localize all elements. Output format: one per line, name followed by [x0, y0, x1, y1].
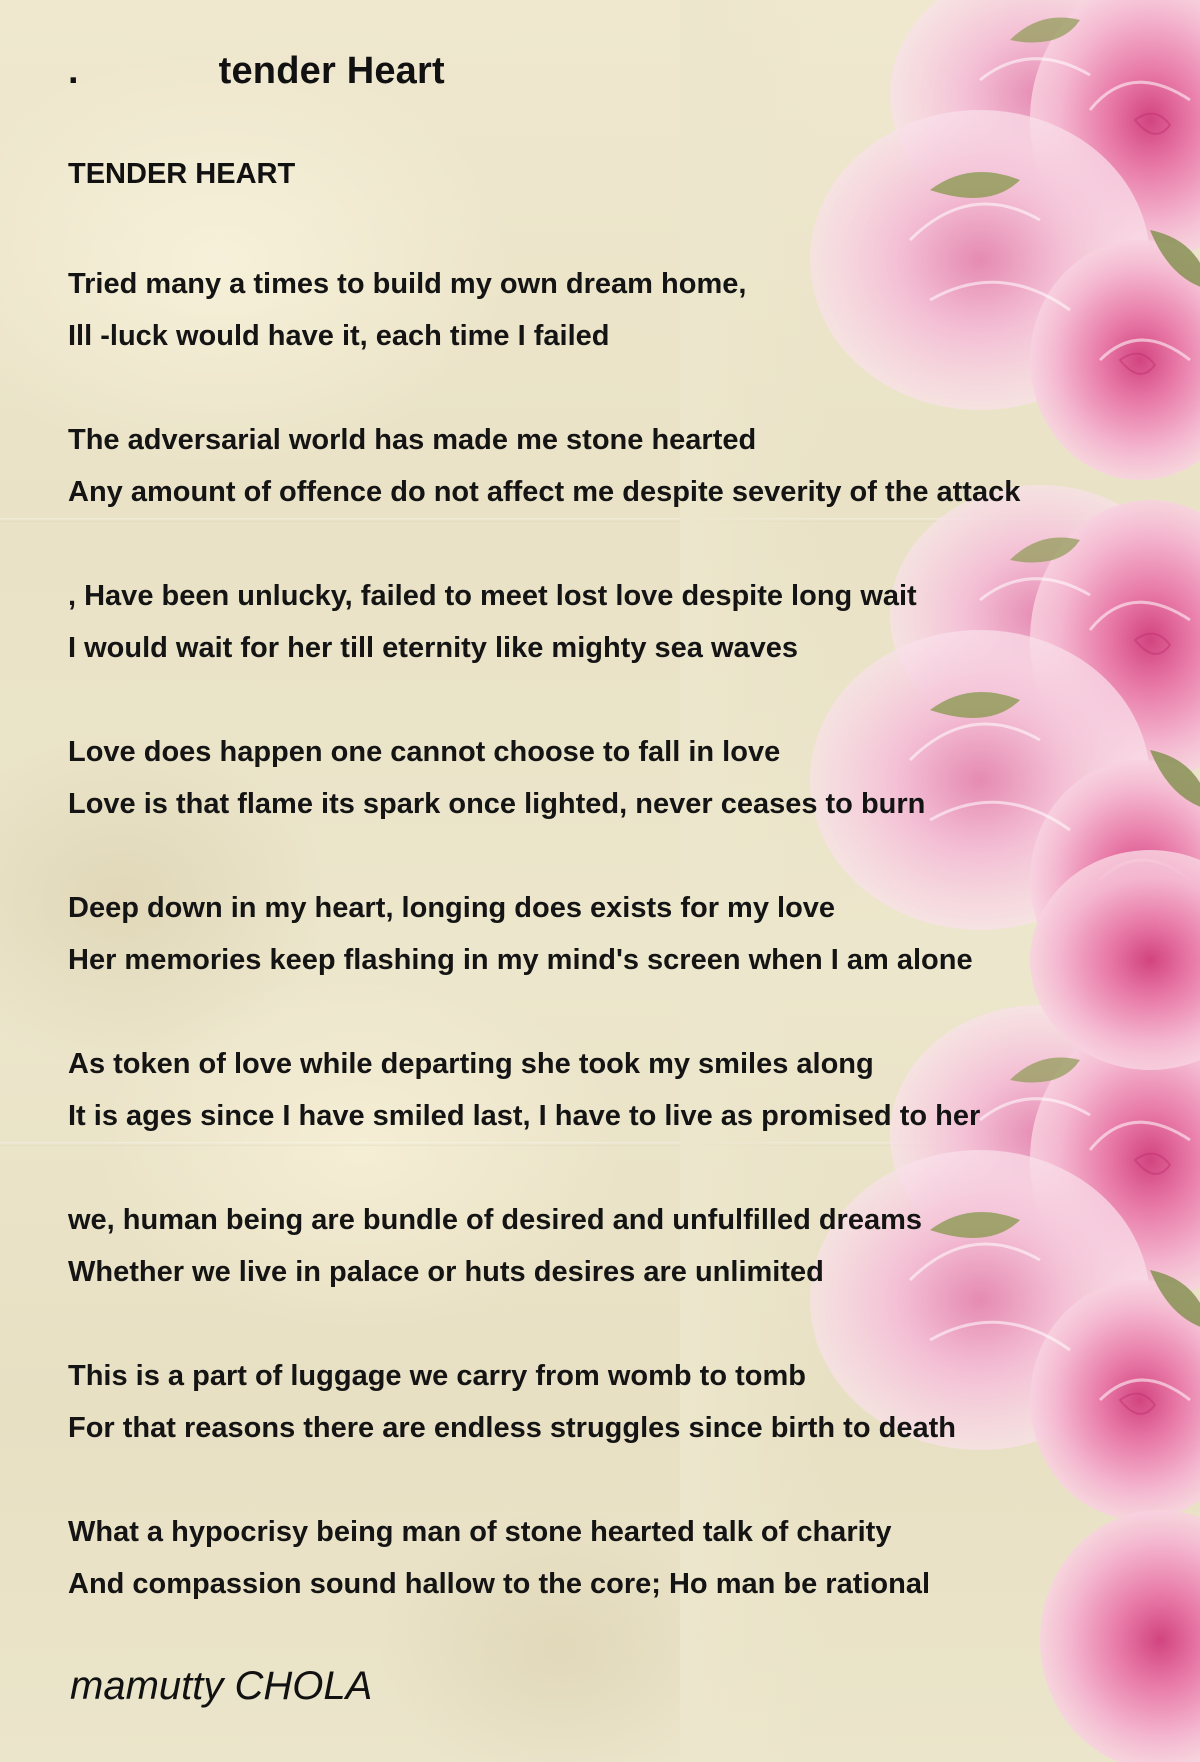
stanza	[68, 1506, 1138, 1610]
poem-line: Love does happen one cannot choose to fall in love	[68, 736, 781, 768]
stanza	[68, 1350, 1138, 1454]
poem-body	[68, 258, 1138, 1662]
poem-line: And compassion sound hallow to the core; Ho man be rational	[68, 1568, 931, 1600]
poem-line: As token of love while departing she took my smiles along	[68, 1048, 874, 1080]
poem-line: What a hypocrisy being man of stone hearted talk of charity	[68, 1516, 892, 1548]
poem-line: we, human being are bundle of desired and unfulfilled dreams	[68, 1204, 923, 1236]
poem-line: Tried many a times to build my own dream home,	[68, 268, 747, 300]
stanza	[68, 882, 1138, 986]
poem-author: mamutty CHOLA	[70, 1664, 373, 1708]
poem-line: Deep down in my heart, longing does exists for my love	[68, 892, 836, 924]
stanza	[68, 1038, 1138, 1142]
poem-line: Ill -luck would have it, each time I failed	[68, 320, 610, 352]
stanza	[68, 414, 1138, 518]
poem-line: I would wait for her till eternity like mighty sea waves	[68, 632, 799, 664]
poem-line: Love is that flame its spark once lighted, never ceases to burn	[68, 788, 926, 820]
poem-title: . tender Heart	[68, 50, 445, 92]
poem-line: Her memories keep flashing in my mind's screen when I am alone	[68, 944, 973, 976]
poem-line: The adversarial world has made me stone hearted	[68, 424, 757, 456]
poem-line: , Have been unlucky, failed to meet lost love despite long wait	[68, 580, 917, 612]
stanza	[68, 570, 1138, 674]
stanza	[68, 1194, 1138, 1298]
poem-line: Whether we live in palace or huts desires are unlimited	[68, 1256, 824, 1288]
poem-line: For that reasons there are endless struggles since birth to death	[68, 1412, 956, 1444]
poem-line: Any amount of offence do not affect me despite severity of the attack	[68, 476, 1021, 508]
poem-heading: TENDER HEART	[68, 158, 296, 190]
stanza	[68, 258, 1138, 362]
stanza	[68, 726, 1138, 830]
poem-line: It is ages since I have smiled last, I have to live as promised to her	[68, 1100, 981, 1132]
poem-line: This is a part of luggage we carry from womb to tomb	[68, 1360, 806, 1392]
